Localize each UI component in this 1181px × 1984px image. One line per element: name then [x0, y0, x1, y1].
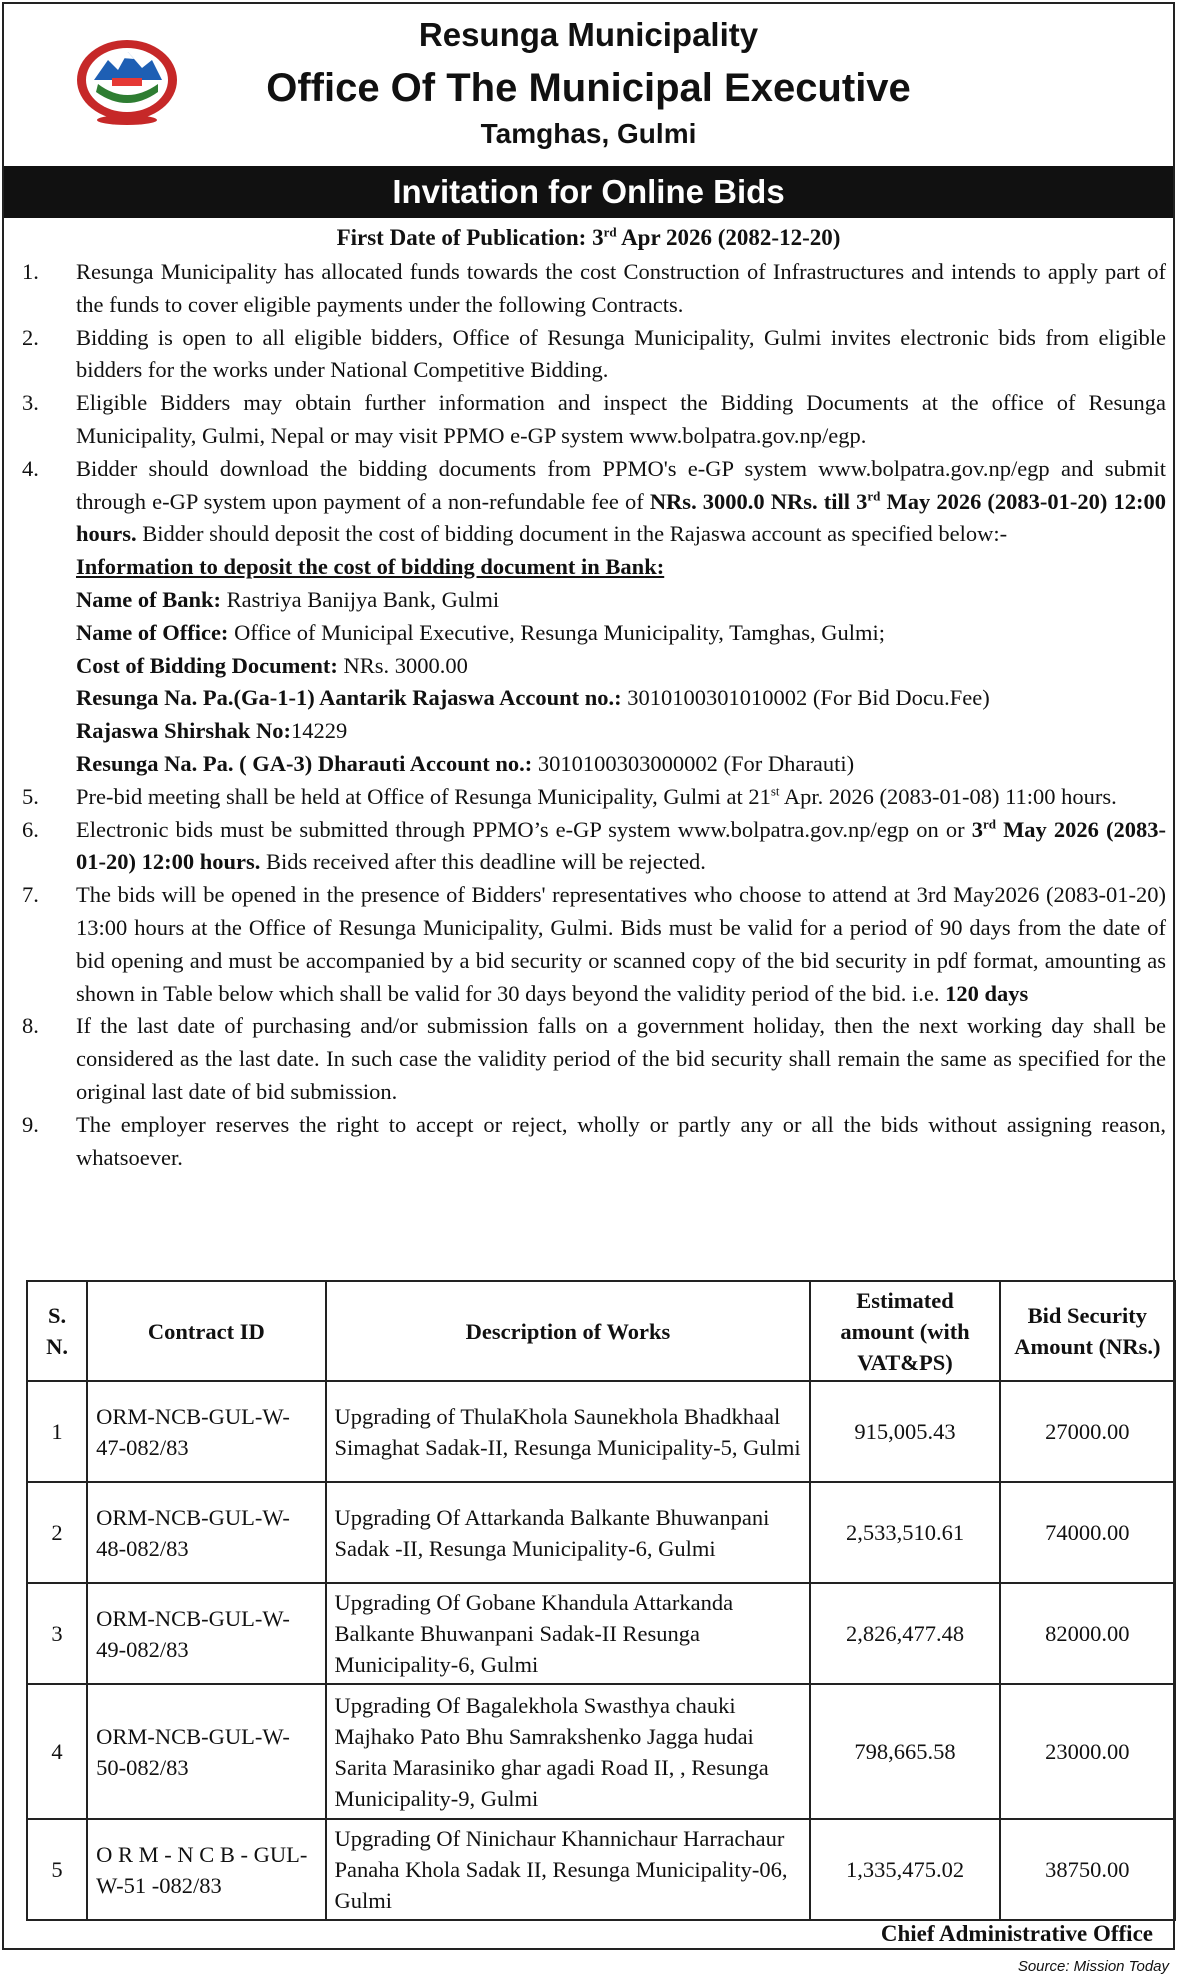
table-row — [27, 1381, 1175, 1482]
row-sn: 2 — [27, 1482, 87, 1583]
row-contract-id: ORM-NCB-GUL-W-49-082/83 — [87, 1583, 325, 1684]
row-bid-security: 38750.00 — [1000, 1819, 1175, 1920]
row-estimate: 1,335,475.02 — [810, 1819, 999, 1920]
source-credit: Source: Mission Today — [1017, 1958, 1169, 1975]
clause-text: The bids will be opened in the presence of Bidders' representatives who choose to attend at 3rd May2026 (2083-01-20) 13:00 hours at the Office of Resunga Municipality, Gulmi. Bids must be valid for a period of 90 days from the date of bid opening and must be accompanied by a bid security or scanned copy of the bid security in pdf format, amounting as shown in Table below which shall be valid for 30 days beyond the validity period of the bid. i.e. 120 days — [76, 882, 1166, 1006]
clause-4 — [22, 453, 1166, 781]
clause-number: 8. — [22, 1013, 39, 1039]
header-sn: S. N. — [27, 1281, 87, 1381]
row-description: Upgrading of ThulaKhola Saunekhola Bhadkhaal Simaghat Sadak-II, Resunga Municipality-5, Gulmi — [326, 1381, 811, 1482]
notice-header — [4, 4, 1173, 166]
clause-8 — [22, 1010, 1166, 1108]
contracts-table — [26, 1280, 1176, 1921]
notice-body — [22, 256, 1166, 1174]
clause-number: 4. — [22, 455, 39, 481]
row-sn: 4 — [27, 1684, 87, 1819]
clause-text: Bidder should download the bidding documents from PPMO's e-GP system www.bolpatra.gov.np/egp and submit through e-GP system upon payment of a non-refundable fee of NRs. 3000.0 NRs. till 3rd May 2026 (2083-01-20) 12:00 hours. Bidder should deposit the cost of bidding document in the Rajaswa account as specified below:- — [76, 455, 1166, 547]
signature-line: Chief Administrative Office — [880, 1921, 1153, 1946]
row-bid-security: 74000.00 — [1000, 1482, 1175, 1583]
document-cost-line: Cost of Bidding Document: NRs. 3000.00 — [76, 652, 468, 678]
clause-text: If the last date of purchasing and/or submission falls on a government holiday, then the next working day shall be considered as the last date. In such case the validity period of the bid security shall remain the same as specified for the original last date of bid submission. — [76, 1013, 1166, 1104]
clause-text: Resunga Municipality has allocated funds towards the cost Construction of Infrastructures and intends to apply part of the funds to cover eligible payments under the following Contracts. — [76, 259, 1166, 317]
revenue-account-line: Resunga Na. Pa.(Ga-1-1) Aantarik Rajaswa Account no.: 3010100301010002 (For Bid Docu.Fee) — [76, 685, 990, 711]
row-estimate: 915,005.43 — [810, 1381, 999, 1482]
bank-name-line: Name of Bank: Rastriya Banijya Bank, Gulmi — [76, 586, 500, 612]
deposit-account-line: Resunga Na. Pa. ( GA-3) Dharauti Account no.: 3010100303000002 (For Dharauti) — [76, 750, 855, 776]
row-estimate: 798,665.58 — [810, 1684, 999, 1819]
table-row — [27, 1583, 1175, 1684]
notice-frame — [2, 2, 1175, 1950]
row-sn: 5 — [27, 1819, 87, 1920]
office-title: Office Of The Municipal Executive — [266, 66, 911, 110]
bank-info-heading: Information to deposit the cost of bidding document in Bank: — [76, 554, 665, 580]
clause-number: 1. — [22, 259, 39, 284]
row-description: Upgrading Of Bagalekhola Swasthya chauki Majhako Pato Bhu Samrakshenko Jagga hudai Sarita Marasiniko ghar agadi Road II, , Resunga Municipality-9, Gulmi — [326, 1684, 811, 1819]
shirshak-line: Rajaswa Shirshak No:14229 — [76, 718, 348, 744]
table-row — [27, 1482, 1175, 1583]
clause-text: The employer reserves the right to accept or reject, wholly or partly any or all the bids without assigning reason, whatsoever. — [76, 1111, 1166, 1170]
row-contract-id: ORM-NCB-GUL-W-50-082/83 — [87, 1684, 325, 1819]
clause-number: 2. — [22, 324, 39, 350]
row-description: Upgrading Of Attarkanda Balkante Bhuwanpani Sadak -II, Resunga Municipality-6, Gulmi — [326, 1482, 811, 1583]
clause-2 — [22, 322, 1166, 388]
clause-5 — [22, 781, 1166, 814]
header-estimate: Estimated amount (with VAT&PS) — [810, 1281, 999, 1381]
row-estimate: 2,533,510.61 — [810, 1482, 999, 1583]
clause-6 — [22, 814, 1166, 880]
clause-text: Bidding is open to all eligible bidders, Office of Resunga Municipality, Gulmi invites electronic bids from eligible bidders for the works under National Competitive Bidding. — [76, 324, 1166, 383]
clause-9 — [22, 1109, 1166, 1175]
table-header-row — [27, 1281, 1175, 1381]
row-contract-id: ORM-NCB-GUL-W-48-082/83 — [87, 1482, 325, 1583]
row-sn: 1 — [27, 1381, 87, 1482]
row-description: Upgrading Of Gobane Khandula Attarkanda Balkante Bhuwanpani Sadak-II Resunga Municipality-6, Gulmi — [326, 1583, 811, 1684]
clause-number: 5. — [22, 783, 39, 809]
header-description: Description of Works — [326, 1281, 811, 1381]
office-location: Tamghas, Gulmi — [480, 118, 697, 149]
row-bid-security: 27000.00 — [1000, 1381, 1175, 1482]
clause-number: 9. — [22, 1111, 39, 1137]
clause-text: Pre-bid meeting shall be held at Office of Resunga Municipality, Gulmi at 21st Apr. 2026 (2083-01-08) 11:00 hours. — [76, 783, 1117, 809]
clause-number: 6. — [22, 816, 39, 842]
clause-3 — [22, 387, 1166, 453]
row-description: Upgrading Of Ninichaur Khannichaur Harrachaur Panaha Khola Sadak II, Resunga Municipality-06, Gulmi — [326, 1819, 811, 1920]
clause-text: Electronic bids must be submitted through PPMO’s e-GP system www.bolpatra.gov.np/egp on or 3rd May 2026 (2083-01-20) 12:00 hours. Bids received after this deadline will be rejected. — [76, 816, 1166, 875]
municipality-name: Resunga Municipality — [418, 16, 759, 53]
table-row — [27, 1684, 1175, 1819]
header-contract-id: Contract ID — [87, 1281, 325, 1381]
row-contract-id: ORM-NCB-GUL-W-47-082/83 — [87, 1381, 325, 1482]
clause-number: 7. — [22, 882, 39, 908]
clause-7 — [22, 879, 1166, 1010]
row-bid-security: 23000.00 — [1000, 1684, 1175, 1819]
header-bid-security: Bid Security Amount (NRs.) — [1000, 1281, 1175, 1381]
row-estimate: 2,826,477.48 — [810, 1583, 999, 1684]
notice-banner-title: Invitation for Online Bids — [4, 166, 1173, 218]
row-contract-id: O R M - N C B - GUL-W-51 -082/83 — [87, 1819, 325, 1920]
row-bid-security: 82000.00 — [1000, 1583, 1175, 1684]
table-row — [27, 1819, 1175, 1920]
office-name-line: Name of Office: Office of Municipal Executive, Resunga Municipality, Tamghas, Gulmi; — [76, 619, 886, 645]
publication-date: First Date of Publication: 3rd Apr 2026 (2082-12-20) — [336, 224, 841, 250]
clause-number: 3. — [22, 390, 39, 416]
clause-1 — [22, 256, 1166, 322]
clause-text: Eligible Bidders may obtain further information and inspect the Bidding Documents at the office of Resunga Municipality, Gulmi, Nepal or may visit PPMO e-GP system www.bolpatra.gov.np/egp. — [76, 390, 1166, 448]
row-sn: 3 — [27, 1583, 87, 1684]
